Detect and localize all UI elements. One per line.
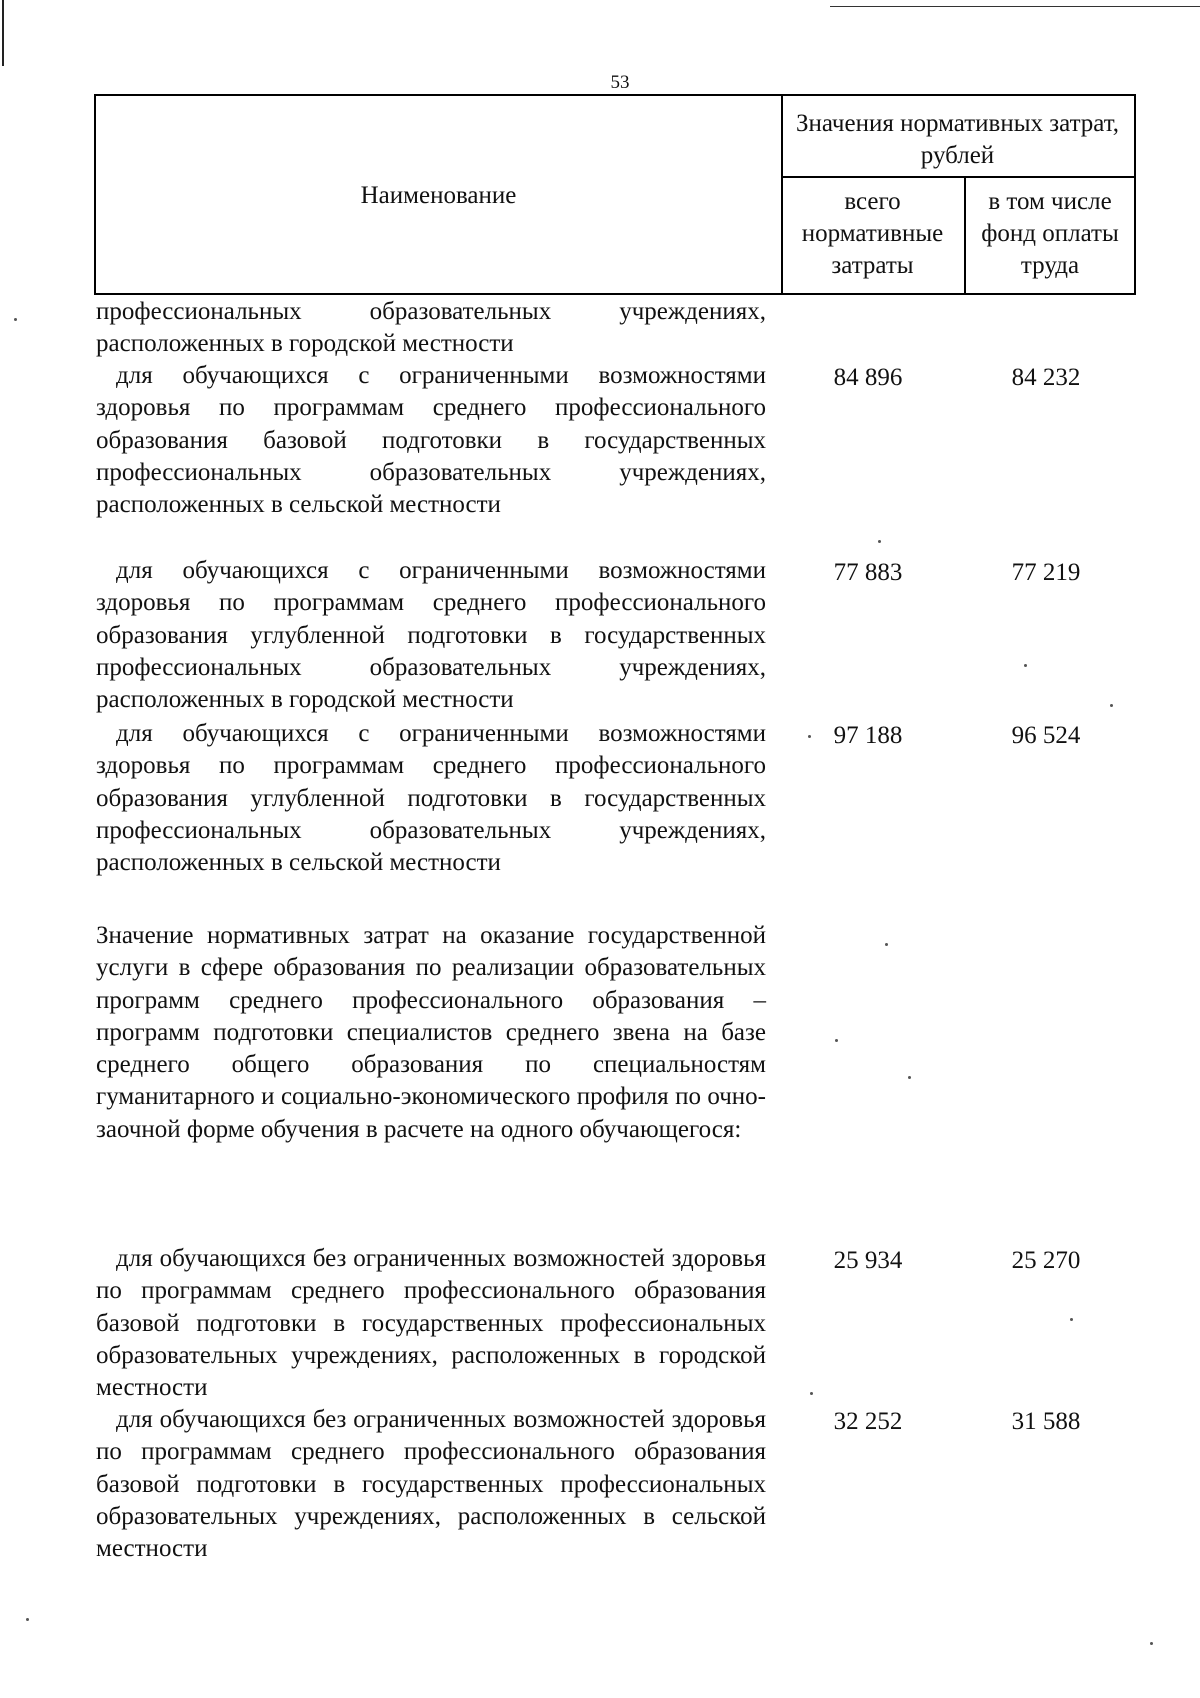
header-total-cell: всего нормативные затраты — [781, 178, 966, 293]
row-wage-value: 96 524 — [1011, 722, 1081, 749]
scan-speck — [808, 735, 811, 738]
scan-speck — [835, 1039, 838, 1042]
header-name-cell — [96, 96, 783, 293]
scan-speck — [14, 318, 17, 321]
header-wage-cell: в том числе фонд оплаты труда — [981, 188, 1119, 279]
scan-speck — [1110, 704, 1113, 707]
row-wage-value: 31 588 — [1011, 1408, 1081, 1435]
row-text: профессиональных образовательных учреждениях, расположенных в городской местности — [96, 298, 766, 358]
row-text: для обучающихся без ограниченных возможностей здоровья по программам среднего профессионального образования базовой подготовки в государственных профессиональных образовательных учреждениях, расположенных в городской местности — [96, 1245, 766, 1402]
row-total-value: 32 252 — [833, 1408, 903, 1435]
row-wage-value: 25 270 — [1011, 1247, 1081, 1274]
scan-speck — [1150, 1642, 1153, 1645]
scan-speck — [1070, 1318, 1073, 1321]
scan-speck — [810, 1392, 813, 1395]
scan-speck — [908, 1076, 911, 1079]
scan-edge-top — [830, 6, 1200, 7]
row-text: для обучающихся с ограниченными возможностями здоровья по программам среднего профессионального образования углубленной подготовки в государственных профессиональных образовательных учреждениях, расположенных в городской местности — [96, 557, 766, 714]
row-text: для обучающихся с ограниченными возможностями здоровья по программам среднего профессионального образования углубленной подготовки в государственных профессиональных образовательных учреждениях, расположенных в сельской местности — [96, 720, 766, 877]
section-heading-text: Значение нормативных затрат на оказание государственной услуги в сфере образования по реализации образовательных программ среднего профессионального образования – программ подготовки специалистов среднего звена на базе среднего общего образования по специальностям гуманитарного и социально-экономического профиля по очно-заочной форме обучения в расчете на одного обучающегося: — [96, 922, 766, 1143]
row-wage-value: 77 219 — [1011, 559, 1081, 586]
row-total-value: 77 883 — [833, 559, 903, 586]
header-name-label: Наименование — [360, 182, 517, 209]
header-values-cell: Значения нормативных затрат, рублей — [781, 96, 1134, 178]
scan-edge-left — [2, 0, 4, 66]
scan-speck — [26, 1618, 29, 1621]
table-header — [94, 94, 1136, 295]
row-text: для обучающихся с ограниченными возможностями здоровья по программам среднего профессионального образования базовой подготовки в государственных профессиональных образовательных учреждениях, расположенных в сельской местности — [96, 362, 766, 519]
row-total-value: 25 934 — [833, 1247, 903, 1274]
row-total-value: 97 188 — [833, 722, 903, 749]
row-wage-value: 84 232 — [1011, 364, 1081, 391]
row-total-value: 84 896 — [833, 364, 903, 391]
scan-speck — [1024, 664, 1027, 667]
scan-speck — [885, 943, 888, 946]
row-text: для обучающихся без ограниченных возможностей здоровья по программам среднего профессионального образования базовой подготовки в государственных профессиональных образовательных учреждениях, расположенных в сельской местности — [96, 1406, 766, 1563]
page-number: 53 — [610, 72, 630, 93]
scan-speck — [878, 540, 881, 543]
